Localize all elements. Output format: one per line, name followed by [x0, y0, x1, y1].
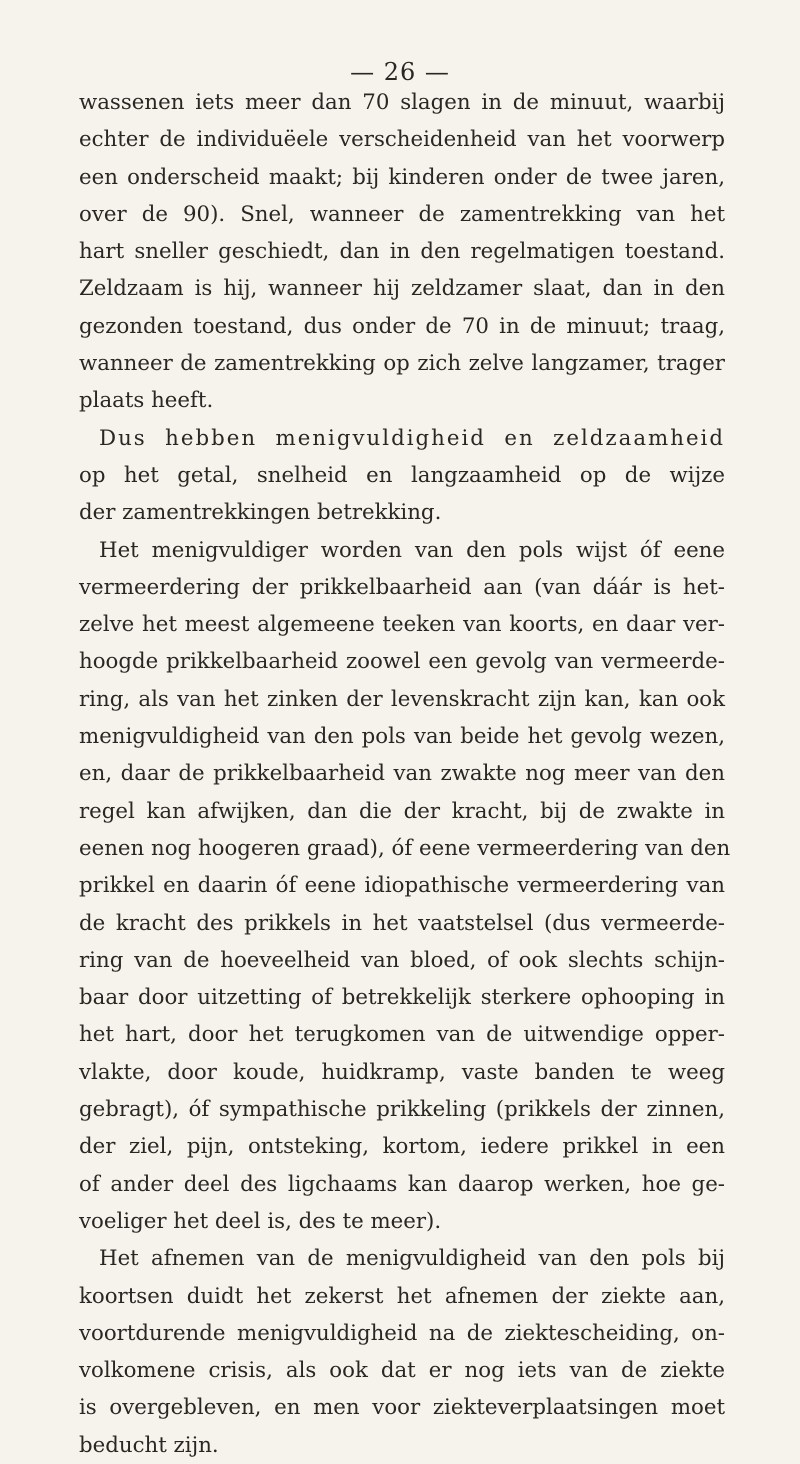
text-line: het hart, door het terugkomen van de uitwendige opper-	[79, 1022, 725, 1048]
text-line: Zeldzaam is hij, wanneer hij zeldzamer slaat, dan in den	[79, 276, 725, 302]
text-line: menigvuldigheid van den pols van beide het gevolg wezen,	[79, 724, 725, 750]
text-line: koortsen duidt het zekerst het afnemen der ziekte aan,	[79, 1283, 725, 1309]
text-line: ring, als van het zinken der levenskracht zijn kan, kan ook	[79, 686, 725, 712]
text-line: Dus hebben menigvuldigheid en zeldzaamheid	[99, 425, 725, 451]
text-line: hart sneller geschiedt, dan in den regelmatigen toestand.	[79, 239, 725, 265]
text-line: eenen nog hoogeren graad), óf eene vermeerdering van den	[79, 835, 731, 861]
text-line: voeliger het deel is, des te meer).	[79, 1208, 442, 1234]
text-line: volkomene crisis, als ook dat er nog iets van de ziekte	[79, 1358, 725, 1384]
text-line: plaats heeft.	[79, 388, 214, 414]
text-line: zelve het meest algemeene teeken van koorts, en daar ver-	[79, 612, 725, 638]
text-line: of ander deel des ligchaams kan daarop werken, hoe ge-	[79, 1171, 725, 1197]
text-line: regel kan afwijken, dan die der kracht, bij de zwakte in	[79, 798, 725, 824]
text-line: der zamentrekkingen betrekking.	[79, 500, 442, 526]
text-line: Het afnemen van de menigvuldigheid van den pols bij	[99, 1246, 725, 1272]
text-line: ring van de hoeveelheid van bloed, of ook slechts schijn-	[79, 947, 725, 973]
text-line: gezonden toestand, dus onder de 70 in de minuut; traag,	[79, 313, 725, 339]
text-line: voortdurende menigvuldigheid na de ziektescheiding, on-	[79, 1320, 725, 1346]
text-line: is overgebleven, en men voor ziekteverplaatsingen moet	[79, 1395, 725, 1421]
text-line: wassenen iets meer dan 70 slagen in de minuut, waarbij	[79, 90, 725, 115]
page-number: — 26 —	[350, 58, 450, 86]
text-line: hoogde prikkelbaarheid zoowel een gevolg van vermeerde-	[79, 649, 725, 675]
text-line: vlakte, door koude, huidkramp, vaste banden te weeg	[79, 1059, 725, 1085]
text-line: de kracht des prikkels in het vaatstelsel (dus vermeerde-	[79, 910, 725, 936]
text-line: wanneer de zamentrekking op zich zelve langzamer, trager	[79, 351, 725, 377]
text-line: vermeerdering der prikkelbaarheid aan (van dáár is het-	[79, 574, 725, 600]
text-line: beducht zijn.	[79, 1432, 219, 1458]
text-line: gebragt), óf sympathische prikkeling (prikkels der zinnen,	[79, 1097, 725, 1123]
body-text	[79, 84, 731, 1464]
text-line: een onderscheid maakt; bij kinderen onder de twee jaren,	[79, 164, 725, 190]
text-line: over de 90). Snel, wanneer de zamentrekking van het	[79, 201, 725, 227]
text-line: echter de individuëele verscheidenheid van het voorwerp	[79, 127, 725, 153]
text-line: prikkel en daarin óf eene idiopathische vermeerdering van	[79, 873, 725, 899]
text-line: en, daar de prikkelbaarheid van zwakte nog meer van den	[79, 761, 725, 787]
text-line: op het getal, snelheid en langzaamheid op de wijze	[79, 462, 725, 488]
text-line: Het menigvuldiger worden van den pols wijst óf eene	[99, 537, 725, 563]
text-line: baar door uitzetting of betrekkelijk sterkere ophooping in	[79, 985, 725, 1011]
text-line: der ziel, pijn, ontsteking, kortom, iedere prikkel in een	[79, 1134, 725, 1160]
